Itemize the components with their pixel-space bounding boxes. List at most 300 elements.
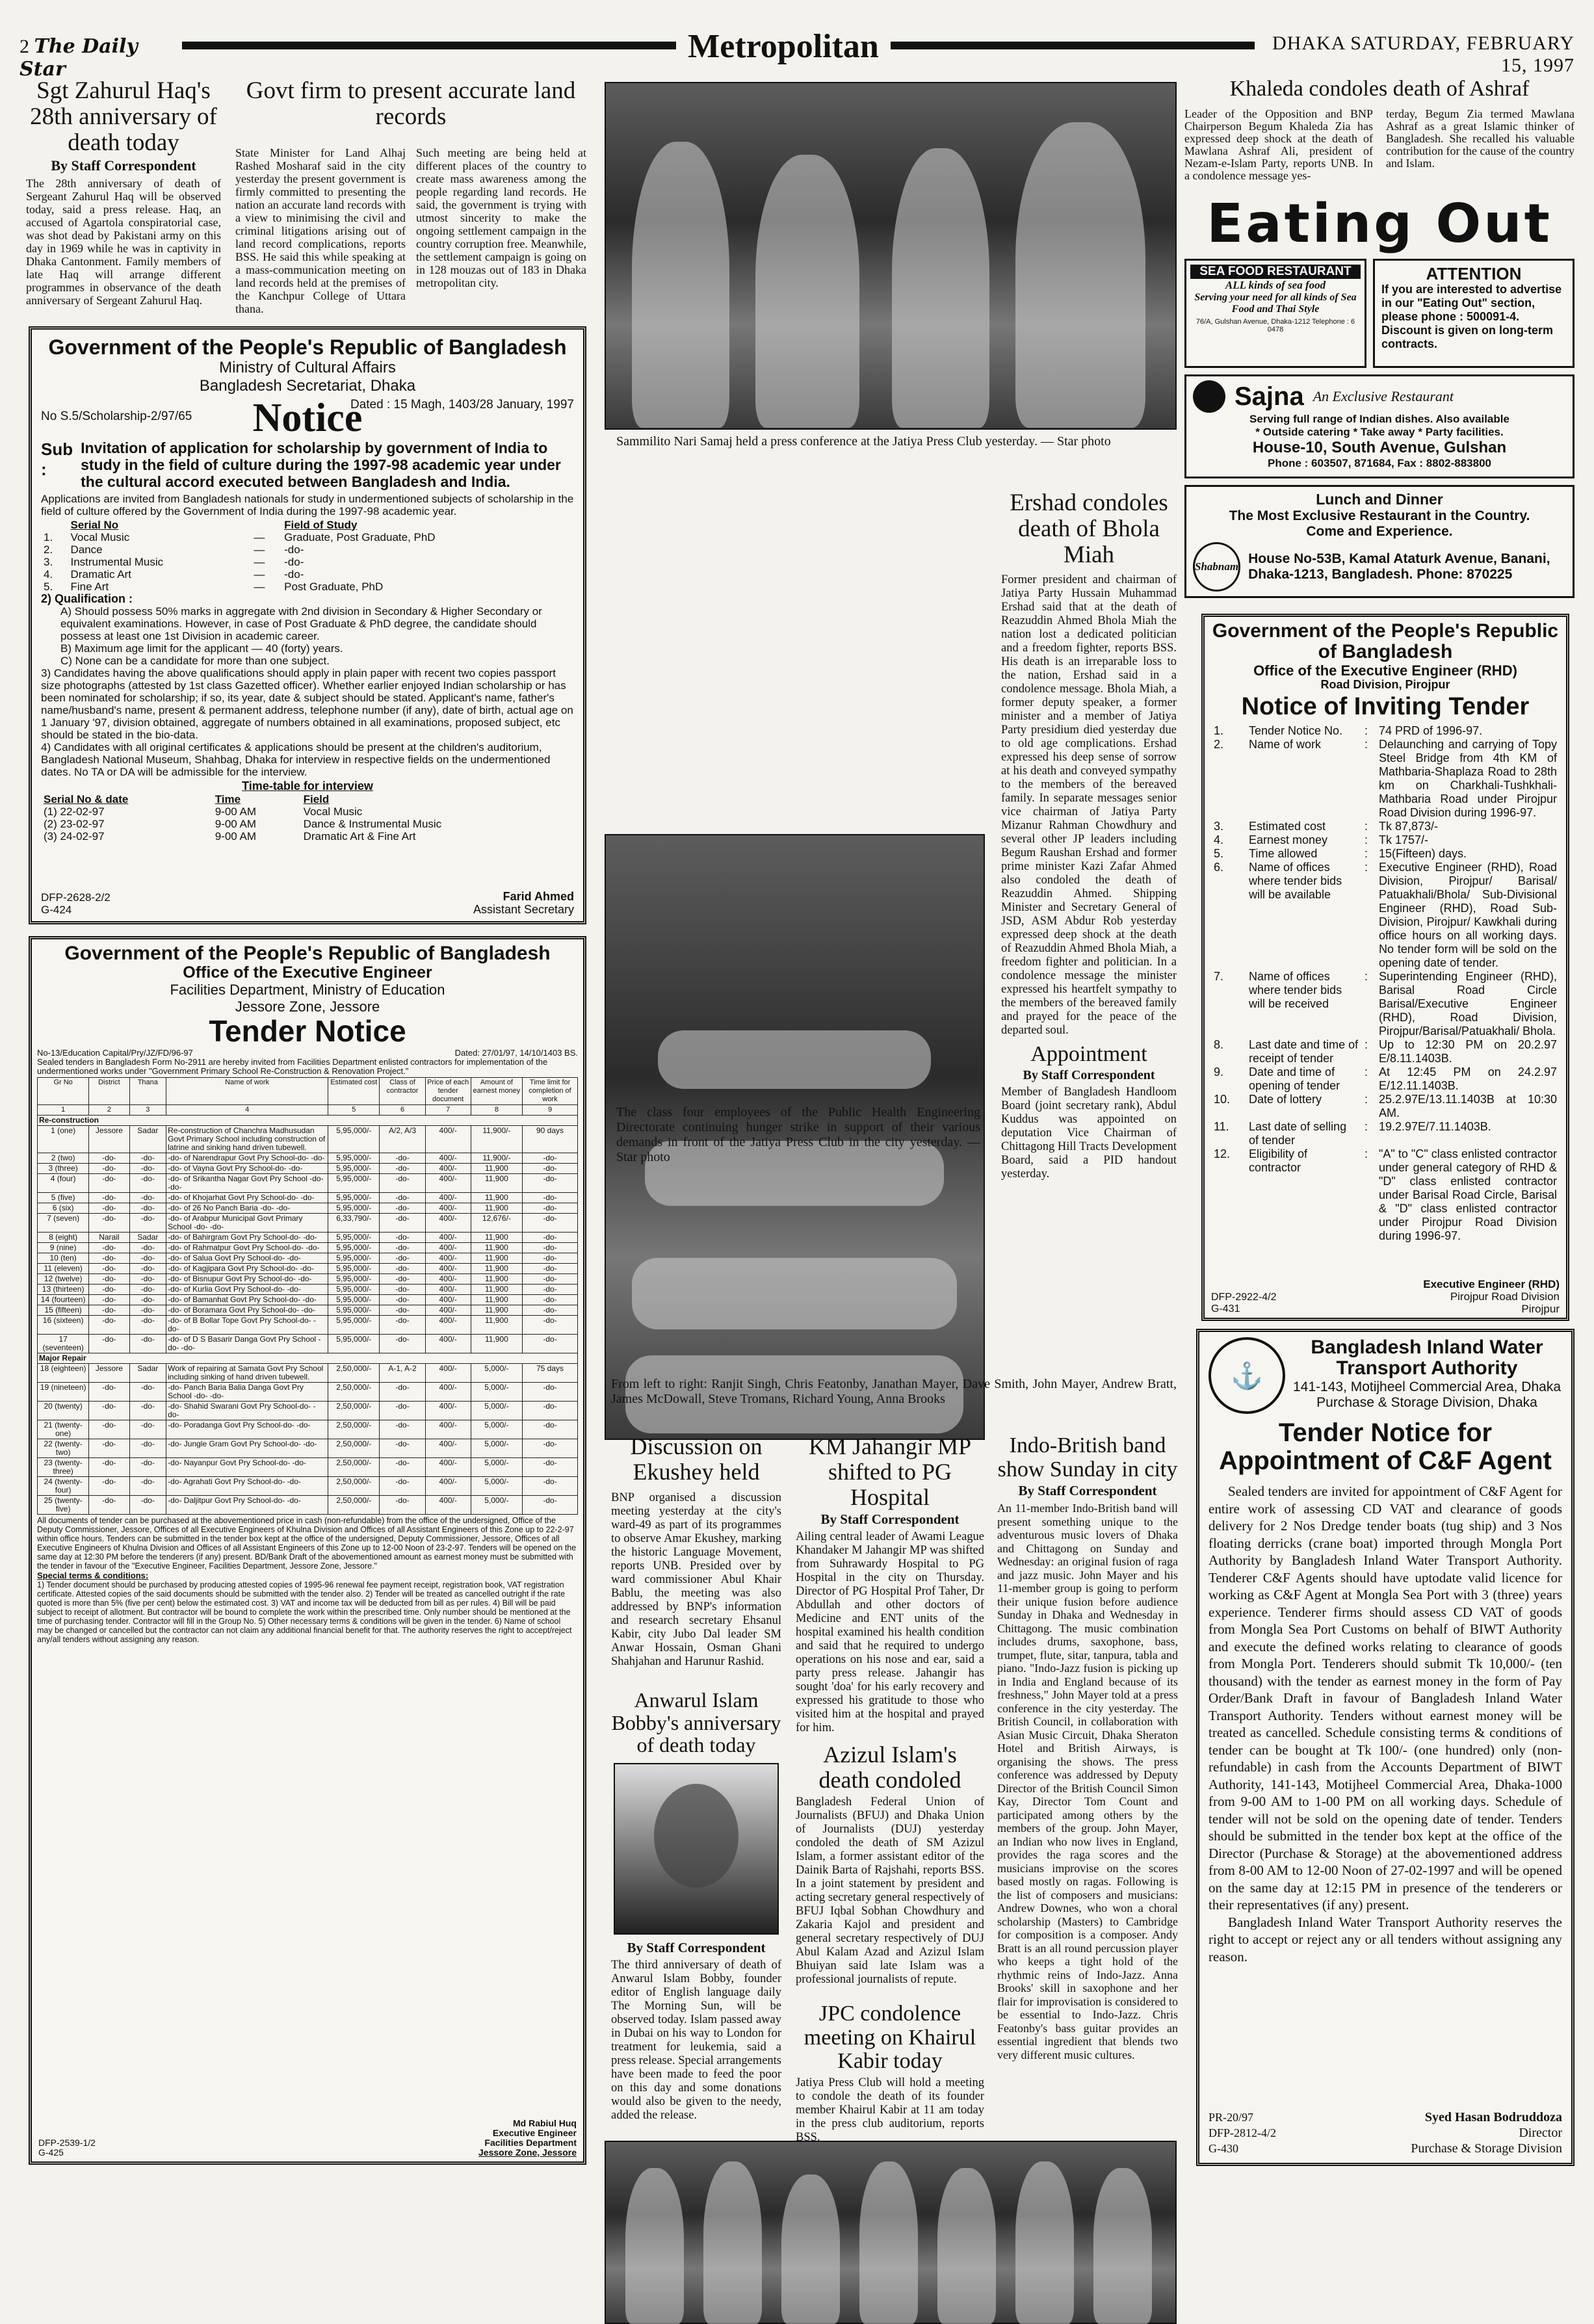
- column-number: 6: [380, 1105, 425, 1116]
- table-cell: -do-: [89, 1402, 129, 1420]
- table-cell: -do- of Srikantha Nagar Govt Pry School -do- -do-: [166, 1174, 328, 1193]
- table-cell: 5,95,000/-: [328, 1316, 380, 1335]
- rhd-cell: Tk 87,873/-: [1379, 820, 1439, 833]
- c: Fine Art: [70, 580, 109, 593]
- table-cell: -do-: [129, 1203, 166, 1214]
- table-cell: -do- of Bisnupur Govt Pry School-do- -do-: [166, 1274, 328, 1285]
- table-cell: -do- of Vayna Govt Pry School-do- -do-: [166, 1164, 328, 1174]
- dfp: DFP-2812-4/2: [1209, 2126, 1277, 2139]
- table-cell: -do-: [523, 1439, 578, 1458]
- table-cell: 400/-: [425, 1305, 471, 1316]
- table-cell: -do-: [380, 1458, 425, 1477]
- rhd-cell: 5.: [1214, 847, 1224, 860]
- table-cell: 2,50,000/-: [328, 1420, 380, 1439]
- ad-sajna: [1184, 374, 1574, 478]
- dfp: DFP-2539-1/2: [38, 2137, 96, 2148]
- article-body: Bangladesh Federal Union of Journalists (BFUJ) and Dhaka Union of Journalists (DUJ) yesterday condoled the death of SM Azizul Islam, a former assistant editor of the Dainik Barta of Rajshahi, reports BSS. In a joint statement by president and acting secretary general respectively of BFUJ Iqbal Sobhan Chowdhury and Zakaria Kajol and president and general secretary respectively of DUJ Abul Kalam Azad and Azizul Islam Bhuiyan said late Islam was a professional journalists of repute.: [796, 1795, 984, 1986]
- table-cell: -do-: [523, 1458, 578, 1477]
- table-cell: 1 (one): [38, 1126, 89, 1153]
- table-cell: -do-: [129, 1164, 166, 1174]
- rhd-cell: :: [1365, 833, 1368, 846]
- rhd-cell: 6.: [1214, 861, 1224, 874]
- table-cell: Sadar: [129, 1233, 166, 1243]
- table-cell: 11,900/-: [471, 1153, 522, 1164]
- table-cell: -do-: [380, 1295, 425, 1305]
- article-body: Member of Bangladesh Handloom Board (joint secretary rank), Abdul Kuddus was appointed on deputation Vice Chairman of Chittagong Hill Tracts Development Board, said a PID handout yesterday.: [1001, 1085, 1177, 1181]
- table-row: [38, 1174, 578, 1193]
- th-field: Field of Study: [284, 518, 358, 531]
- header-rule-left: [182, 42, 676, 49]
- table-cell: -do-: [523, 1264, 578, 1274]
- section-row: [38, 1353, 578, 1364]
- ad-body2: Bangladesh Inland Water Transport Authority reserves the right to accept or reject any or all tenders without assigning any reason.: [1209, 1914, 1562, 1965]
- table-cell: -do- of D S Basarir Danga Govt Pry School -do- -do-: [166, 1335, 328, 1353]
- ad-ministry: Ministry of Cultural Affairs: [219, 358, 396, 376]
- rhd-cell: 2.: [1214, 738, 1224, 751]
- column-header: Gr No: [38, 1078, 89, 1105]
- rhd-row: [1211, 970, 1560, 1038]
- table-cell: -do-: [380, 1153, 425, 1164]
- table-cell: -do-: [380, 1335, 425, 1353]
- table-cell: 2,50,000/-: [328, 1458, 380, 1477]
- sajna-logo-icon: [1193, 380, 1225, 413]
- article-azizul: [796, 1742, 984, 2002]
- ad-tt-title: Time-table for interview: [242, 779, 373, 792]
- article-body: Ailing central leader of Awami League Khandaker M Jahangir MP was shifted from Suhrawardy Hospital to PG Hospital in the city on Thursday. Director of PG Hospital Prof Taher, Dr Abdullah and other doctors of Medicine and ENT units of the hospital examined his health condition and said that he required to undergo operations on his nose and ear, said a party press release. Jahangir has sought 'doa' for his early recovery and expressed his gratitude to those who visited him at the hospital and prayed for him.: [796, 1530, 984, 1734]
- table-row: [38, 1253, 578, 1264]
- table-cell: -do-: [523, 1233, 578, 1243]
- rhd-row: [1211, 738, 1560, 820]
- table-cell: -do-: [129, 1295, 166, 1305]
- ad-timetable: [41, 793, 574, 842]
- table-cell: -do-: [129, 1305, 166, 1316]
- dfp: DFP-2922-4/2: [1211, 1292, 1277, 1303]
- sub-text: Invitation of application for scholarship by government of India to study in the field of culture during the 1997-98 academic year under the cultural accord executed between Bangladesh and India.: [81, 439, 561, 490]
- article-body: Jatiya Press Club will hold a meeting to condole the death of its founder member Khairul Kabir at 11 am today in the press club auditorium, reports BSS.: [796, 2076, 984, 2145]
- table-cell: 400/-: [425, 1274, 471, 1285]
- table-cell: -do-: [89, 1295, 129, 1305]
- table-cell: 11,900: [471, 1264, 522, 1274]
- photo-band: [605, 2141, 1177, 2324]
- c: —: [254, 543, 265, 556]
- headline: Anwarul Islam Bobby's anniversary of death today: [611, 1688, 781, 1757]
- table-cell: -do-: [523, 1153, 578, 1164]
- table-cell: -do-: [523, 1214, 578, 1233]
- table-cell: 11,900: [471, 1233, 522, 1243]
- th: Time: [215, 792, 241, 805]
- header-paper: 2 The Daily Star: [20, 35, 138, 81]
- table-cell: -do-: [89, 1496, 129, 1515]
- c: 5.: [44, 580, 53, 593]
- photo-caption-1: Sammilito Nari Samaj held a press conference at the Jatiya Press Club yesterday. — Star photo: [616, 434, 1111, 449]
- table-cell: -do-: [380, 1214, 425, 1233]
- photo-caption-2: The class four employees of the Public Health Engineering Directorate continuing hunger strike in support of their various demands in front of the Jatiya Press Club in the city yesterday. — Star photo: [616, 1105, 980, 1164]
- table-cell: 12 (twelve): [38, 1274, 89, 1285]
- ad-gov: Government of the People's Republic of Bangladesh: [64, 943, 551, 964]
- rhd-cell: Eligibility of contractor: [1249, 1147, 1308, 1174]
- table-cell: 5,95,000/-: [328, 1243, 380, 1253]
- section-label: Re-construction: [38, 1116, 578, 1126]
- c: (3) 24-02-97: [44, 829, 105, 842]
- column-header: Price of each tender document: [425, 1078, 471, 1105]
- article-body: An 11-member Indo-British band will present something unique to the adventurous music lovers of Dhaka and Chittagong on Sunday and Wednesday: an original fusion of raga and jazz music. John Mayer and his 11-member group is going to perform their unique fusion before audience Sunday in Dhaka and Wednesday in Chittagong. The music combination includes drums, saxophone, bass, trumpet, flute, sitar, tanpura, tabla and piano. "Indo-Jazz fusion is picking up in India and England because of its freshness," John Mayer told at a press conference in the city yesterday. The British Council, in collaboration with Asian Music Circuit, Dhaka Sheraton Hotel and British Airways, is organising the shows. The press conference was addressed by Deputy Director of the British Council Simon Kay, Director Tom Count and participated among others by the members of the group. John Mayer, an Indian who now lives in England, provides the raga scores and the musicians improvise on the scores based mostly on ragas. Following is the list of composers and musicians: Andrew Downes, who won a choral scholarship (Masters) to Cambridge for composition is a composer. Andy Bratt is an all round percussion player who keeps a tight hold of the rhythmic reins of Indo-Jazz. Anna Brooks' skill in saxophone and her flair for improvisation is considered to be essential to Indo-Jazz. Chris Featonby's bass guitar provides an essential ingredient that blends two very different music cultures.: [997, 1502, 1178, 2061]
- rhd-cell: 25.2.97E/13.11.1403B at 10:30 AM.: [1379, 1093, 1557, 1119]
- sajna-tag: An Exclusive Restaurant: [1313, 388, 1454, 404]
- table-cell: 8 (eight): [38, 1233, 89, 1243]
- rhd-row: [1211, 1147, 1560, 1243]
- column-header: Class of contractor: [380, 1078, 425, 1105]
- table-cell: Work of repairing at Samata Govt Pry School including sinking of hand driven tubewell.: [166, 1364, 328, 1383]
- field-row: [41, 543, 574, 556]
- sh-l3: Come and Experience.: [1306, 524, 1453, 539]
- sf-name: SEA FOOD RESTAURANT: [1190, 265, 1361, 279]
- table-cell: -do-: [89, 1164, 129, 1174]
- article-jpc: [796, 2002, 984, 2165]
- table-cell: -do- of Khojarhat Govt Pry School-do- -do-: [166, 1193, 328, 1203]
- c: Dance: [70, 543, 103, 556]
- table-cell: -do-: [129, 1383, 166, 1402]
- table-cell: -do-: [523, 1383, 578, 1402]
- c: 9-00 AM: [215, 829, 257, 842]
- c: 9-00 AM: [215, 805, 257, 818]
- ad-zone: Jessore Zone, Jessore: [235, 999, 380, 1015]
- table-cell: 400/-: [425, 1316, 471, 1335]
- table-cell: 11,900: [471, 1285, 522, 1295]
- table-cell: -do-: [523, 1402, 578, 1420]
- sf-addr: 76/A, Gulshan Avenue, Dhaka-1212 Telephone : 6 0478: [1196, 318, 1355, 333]
- rhd-cell: 15(Fifteen) days.: [1379, 847, 1467, 860]
- rhd-cell: Tender Notice No.: [1249, 724, 1343, 737]
- table-row: [38, 1203, 578, 1214]
- table-cell: 400/-: [425, 1383, 471, 1402]
- column-number: 1: [38, 1105, 89, 1116]
- table-cell: -do- of Bamanhat Govt Pry School-do- -do-: [166, 1295, 328, 1305]
- table-cell: 10 (ten): [38, 1253, 89, 1264]
- pr: PR-20/97: [1209, 2111, 1254, 2124]
- table-cell: Jessore: [89, 1364, 129, 1383]
- table-cell: -do-: [89, 1305, 129, 1316]
- article-zahurul: [26, 78, 221, 319]
- c: 1.: [44, 530, 53, 543]
- table-cell: -do-: [129, 1193, 166, 1203]
- tt-row: [41, 818, 574, 830]
- biwta-head: [1209, 1337, 1562, 1414]
- table-cell: 5,000/-: [471, 1364, 522, 1383]
- column-header: Name of work: [166, 1078, 328, 1105]
- signer-t1: Director: [1519, 2126, 1562, 2140]
- signer-t2: Pirojpur Road Division: [1450, 1290, 1560, 1303]
- table-cell: -do-: [89, 1193, 129, 1203]
- headline: Indo-British band show Sunday in city: [997, 1433, 1178, 1482]
- rhd-cell: :: [1365, 970, 1368, 983]
- table-cell: 2 (two): [38, 1153, 89, 1164]
- sajna-head: [1193, 380, 1566, 413]
- c: —: [254, 530, 265, 543]
- table-cell: 400/-: [425, 1285, 471, 1295]
- table-cell: 400/-: [425, 1214, 471, 1233]
- table-cell: 17 (seventeen): [38, 1335, 89, 1353]
- g: G-430: [1209, 2142, 1238, 2155]
- tender-table: [37, 1077, 578, 1515]
- table-cell: 5,95,000/-: [328, 1174, 380, 1193]
- column-header: Amount of earnest money: [471, 1078, 522, 1105]
- table-cell: 5,95,000/-: [328, 1285, 380, 1295]
- page-header: [20, 28, 1574, 81]
- table-row: [38, 1243, 578, 1253]
- table-row: [38, 1402, 578, 1420]
- th-serial: Serial No: [70, 518, 119, 531]
- att-body: If you are interested to advertise in our "Eating Out" section, please phone : 500091-4. Discount is given on long-term contracts.: [1381, 283, 1562, 351]
- headline: Azizul Islam's death condoled: [818, 1742, 961, 1793]
- ad-signer: [478, 2119, 577, 2158]
- table-row: [38, 1164, 578, 1174]
- table-cell: -do-: [380, 1253, 425, 1264]
- ad-dfp: [1209, 2109, 1276, 2156]
- table-row: [38, 1335, 578, 1353]
- table-cell: 5,95,000/-: [328, 1126, 380, 1153]
- dfp: DFP-2628-2/2: [41, 891, 111, 904]
- table-cell: 400/-: [425, 1243, 471, 1253]
- table-cell: -do-: [129, 1174, 166, 1193]
- table-cell: 2,50,000/-: [328, 1364, 380, 1383]
- shabnam-logo: Shabnam: [1193, 542, 1240, 592]
- table-cell: 25 (twenty-five): [38, 1496, 89, 1515]
- table-cell: -do-: [380, 1383, 425, 1402]
- table-cell: -do- of Kurlia Govt Pry School-do- -do-: [166, 1285, 328, 1295]
- article-kmj: [796, 1433, 984, 1734]
- ad-dated: Dated : 15 Magh, 1403/28 January, 1997: [350, 397, 574, 411]
- table-cell: 11,900: [471, 1335, 522, 1353]
- g: G-431: [1211, 1303, 1240, 1314]
- ad-qual-label: 2) Qualification :: [41, 592, 133, 605]
- article-khaleda: [1184, 77, 1574, 186]
- table-cell: Narail: [89, 1233, 129, 1243]
- th: Field: [303, 792, 330, 805]
- rhd-row: [1211, 847, 1560, 861]
- table-cell: -do-: [523, 1496, 578, 1515]
- rhd-cell: :: [1365, 724, 1368, 737]
- table-row: [38, 1274, 578, 1285]
- table-cell: -do-: [380, 1243, 425, 1253]
- table-cell: -do-: [129, 1253, 166, 1264]
- ad-office: Office of the Executive Engineer (RHD): [1253, 662, 1517, 679]
- c: 3.: [44, 555, 53, 568]
- table-cell: -do-: [89, 1274, 129, 1285]
- sajna-l3: House-10, South Avenue, Gulshan: [1252, 439, 1507, 456]
- rhd-cell: Date of lottery: [1249, 1093, 1322, 1106]
- table-cell: 11,900: [471, 1243, 522, 1253]
- table-cell: -do-: [129, 1402, 166, 1420]
- table-cell: -do-: [89, 1285, 129, 1295]
- table-cell: 5,000/-: [471, 1477, 522, 1496]
- article-body: Former president and chairman of Jatiya Party Hussain Muhammad Ershad said that at the death of Reazuddin Ahmed Bhola Miah the nation lost a dedicated politician and a freedom fighter, reports BSS. His death is an irreparable loss to the nation, Ershad said in a condolence message. Bhola Miah, a former deputy speaker, a former minister and a member of Jatiya Party presidium died yesterday due to old age complications. Ershad expressed his deep sense of sorrow at his death and conveyed sympathy to the members of the bereaved family. In separate messages senior vice chairman of Jatiya Party Mizanur Rahman Chowdhury and several other JP leaders including Begum Raushan Ershad and former prime minister Kazi Zafar Ahmed also condoled the death of Reazuddin Ahmed. Shipping Minister and Secretary General of JSD, ASM Abdur Rob yesterday expressed deep shock at the death of Reazuddin Ahmed Bhola Miah, a freedom fighter and politician. In a condolence message the minister expressed his heartfelt sympathy to the members of the bereaved family and prayed for the peace of the departed soul.: [1001, 573, 1177, 1037]
- table-cell: -do-: [89, 1264, 129, 1274]
- table-cell: -do- Agrahati Govt Pry School-do- -do-: [166, 1477, 328, 1496]
- rhd-cell: Name of offices where tender bids will be received: [1249, 970, 1342, 1010]
- table-cell: 5,95,000/-: [328, 1305, 380, 1316]
- table-cell: -do-: [380, 1439, 425, 1458]
- table-cell: -do- of Bahirgram Govt Pry School-do- -do-: [166, 1233, 328, 1243]
- table-cell: 2,50,000/-: [328, 1477, 380, 1496]
- rhd-cell: :: [1365, 738, 1368, 751]
- table-cell: -do-: [380, 1233, 425, 1243]
- table-row: [38, 1458, 578, 1477]
- ad-intro: Sealed tenders in Bangladesh Form No-2911 are hereby invited from Facilities Department enlisted contractors for implementation of the undermentioned works under "Government Primary School Re-Construction & Renovation Project.": [37, 1057, 548, 1077]
- ad-dfp: [41, 891, 111, 916]
- rhd-cell: 10.: [1214, 1093, 1231, 1106]
- signer: Farid Ahmed: [503, 890, 574, 903]
- ad-dfp: [38, 2138, 96, 2158]
- c: Vocal Music: [70, 530, 130, 543]
- table-cell: -do-: [129, 1285, 166, 1295]
- c: (1) 22-02-97: [44, 805, 105, 818]
- table-cell: 11,900: [471, 1174, 522, 1193]
- table-cell: -do-: [129, 1496, 166, 1515]
- table-cell: -do-: [523, 1243, 578, 1253]
- table-cell: 400/-: [425, 1233, 471, 1243]
- table-cell: -do- of Salua Govt Pry School-do- -do-: [166, 1253, 328, 1264]
- table-cell: 400/-: [425, 1420, 471, 1439]
- table-cell: 5,95,000/-: [328, 1253, 380, 1264]
- rhd-cell: 9.: [1214, 1065, 1224, 1078]
- c: Dance & Instrumental Music: [303, 817, 442, 830]
- table-cell: 400/-: [425, 1174, 471, 1193]
- rhd-cell: Time allowed: [1249, 847, 1318, 860]
- column-number: 7: [425, 1105, 471, 1116]
- article-body: The 28th anniversary of death of Sergeant Zahurul Haq will be observed today, said a press release. Haq, an accused of Agartola conspiratorial case, was shot dead by Pakistani army on this day in 1969 while he was in captivity in Dhaka Cantonment. Family members of late Haq will arrange different programmes in observance of the death anniversary of Sergeant Zahurul Haq.: [26, 176, 221, 307]
- rhd-cell: Name of work: [1249, 738, 1322, 751]
- table-cell: -do- Poradanga Govt Pry School-do- -do-: [166, 1420, 328, 1439]
- tt-row: [41, 830, 574, 842]
- table-cell: 400/-: [425, 1126, 471, 1153]
- rhd-cell: Delaunching and carrying of Topy Steel Bridge from 4th KM of Mathbaria-Shaplaza Road to 28th km on Charkhali-Tushkhali-Mathbaria Road under Pirojpur Road Division during 1996-97.: [1379, 738, 1557, 819]
- rhd-cell: :: [1365, 847, 1368, 860]
- table-cell: 4 (four): [38, 1174, 89, 1193]
- rhd-cell: Up to 12:30 PM on 20.2.97 E/8.11.1403B.: [1379, 1038, 1557, 1065]
- table-cell: -do-: [380, 1402, 425, 1420]
- table-cell: 400/-: [425, 1164, 471, 1174]
- column-number: 2: [89, 1105, 129, 1116]
- table-row: [38, 1364, 578, 1383]
- table-cell: 400/-: [425, 1458, 471, 1477]
- table-cell: 5,000/-: [471, 1439, 522, 1458]
- tender-number-row: [38, 1105, 578, 1116]
- table-cell: -do- of Boramara Govt Pry School-do- -do-: [166, 1305, 328, 1316]
- table-row: [38, 1439, 578, 1458]
- tender-body: [38, 1116, 578, 1515]
- rhd-row: [1211, 1065, 1560, 1093]
- article-body-col1: Leader of the Opposition and BNP Chairperson Begum Khaleda Zia has expressed deep shock at the death of Mawlana Ashraf Ali, president of Nezam-e-Islam Party, reports UNB. In a condolence message yes-: [1184, 107, 1373, 182]
- photo-portrait: [614, 1763, 779, 1935]
- rhd-cell: Earnest money: [1249, 833, 1328, 846]
- table-cell: 400/-: [425, 1264, 471, 1274]
- table-cell: 21 (twenty-one): [38, 1420, 89, 1439]
- column-number: 4: [166, 1105, 328, 1116]
- table-cell: 5,000/-: [471, 1458, 522, 1477]
- ad-terms: 1) Tender document should be purchased by producing attested copies of 1995-96 renewal fee payment receipt, registration book, VAT registration certificate. Attested copies of the said documents should be submitted with the tender also. 2) Tender will be treated as cancelled outright if the rate quoted is more than 5% (five per cent) below the estimated cost. 3) VAT and income tax will be deducted from bill as per rules. 4) Bill will be paid subject to receipt of allotment. But contractor will be bound to complete the work within the prescribed time. Only number should be mentioned at the time of purchasing tender. Contractor will fill in the Group No. 5) Other necessary terms & conditions will be given in the tender. 6) Name of school may be changed or cancelled but the contractor can not claim any additional financial benefit for that. The authority reserves the right to accept/reject any/all tenders without assigning any reason.: [37, 1580, 572, 1645]
- table-cell: 14 (fourteen): [38, 1295, 89, 1305]
- table-cell: 400/-: [425, 1153, 471, 1164]
- table-cell: -do-: [380, 1203, 425, 1214]
- table-cell: -do-: [380, 1264, 425, 1274]
- table-cell: -do-: [89, 1335, 129, 1353]
- table-cell: 11,900: [471, 1305, 522, 1316]
- rhd-cell: Last date and time of receipt of tender: [1249, 1038, 1359, 1065]
- ad-dated: Dated: 27/01/97, 14/10/1403 BS.: [454, 1048, 578, 1058]
- field-row: [41, 581, 574, 593]
- g: G-424: [41, 904, 72, 916]
- table-cell: 90 days: [523, 1126, 578, 1153]
- ad-terms-title: Special terms & conditions:: [37, 1571, 149, 1581]
- table-cell: 11,900: [471, 1193, 522, 1203]
- table-cell: -do-: [89, 1203, 129, 1214]
- rhd-cell: Executive Engineer (RHD), Road Division, Pirojpur/ Barisal/ Patuakhali/Bhola/ Sub-Divisional Engineer (RHD), Road Sub-Division, Pirojpur/ Kawkhali during office hours on all working days. No tender form will be sold on the opening date of tender.: [1379, 861, 1557, 969]
- ad-fields-table: [41, 519, 574, 593]
- table-cell: -do-: [129, 1316, 166, 1335]
- headline: Ershad condoles death of Bhola Miah: [1010, 490, 1168, 568]
- table-cell: -do- of Rahmatpur Govt Pry School-do- -do-: [166, 1243, 328, 1253]
- headline: Sgt Zahurul Haq's 28th anniversary of death today: [30, 77, 217, 156]
- signer-t1: Executive Engineer (RHD): [1423, 1278, 1560, 1290]
- table-cell: 5,95,000/-: [328, 1193, 380, 1203]
- c: —: [254, 555, 265, 568]
- table-cell: 11 (eleven): [38, 1264, 89, 1274]
- rhd-cell: 3.: [1214, 820, 1224, 833]
- article-ershad: [1001, 490, 1177, 1041]
- table-cell: -do-: [89, 1420, 129, 1439]
- ad-ref: No S.5/Scholarship-2/97/65: [41, 409, 192, 423]
- table-row: [38, 1316, 578, 1335]
- article-body: The third anniversary of death of Anwarul Islam Bobby, founder editor of English language daily The Morning Sun, will be observed today. Islam passed away in Dubai on his way to London for treatment for leukemia, said a press release. Special arrangements have been made to feed the poor on this day and some donations would also be given to the needy, added the release.: [611, 1958, 781, 2122]
- table-cell: -do-: [523, 1285, 578, 1295]
- table-cell: 400/-: [425, 1364, 471, 1383]
- table-cell: -do-: [523, 1316, 578, 1335]
- table-cell: -do-: [129, 1477, 166, 1496]
- table-cell: 400/-: [425, 1496, 471, 1515]
- ad-ref-row: [41, 395, 574, 439]
- table-cell: -do-: [523, 1420, 578, 1439]
- tender-header-row: [38, 1078, 578, 1105]
- table-cell: -do-: [89, 1253, 129, 1264]
- c: —: [254, 568, 265, 581]
- biwta-dept: Purchase & Storage Division, Dhaka: [1316, 1394, 1537, 1410]
- table-cell: 24 (twenty-four): [38, 1477, 89, 1496]
- table-cell: 23 (twenty-three): [38, 1458, 89, 1477]
- table-cell: 11,900: [471, 1253, 522, 1264]
- table-cell: -do-: [523, 1335, 578, 1353]
- table-cell: 6,33,790/-: [328, 1214, 380, 1233]
- ad-ref-row: [37, 1048, 578, 1058]
- table-row: [38, 1477, 578, 1496]
- ad-body: Sealed tenders are invited for appointment of C&F Agent for entire work of assessing CD VAT and clearance of goods delivery for 2 Nos Dredge tender boats (tug ship) and 3 Nos floating derricks (crane boat) imported through Mongla Port Authority by Bangladesh Inland Water Transport Authority. Tenderer C&F Agents should have uptodate valid licence for working as C&F Agent at Mongla Sea Port with 3 (three) years experience. Tenderer firms should assess CD VAT of goods from Mongla Sea Port Customs on behalf of BIWT Authority and execute the defined works relating to clearance of goods from Mongla Port. Tenderers should submit Tk 10,000/- (ten thousand) with the tender as earnest money in the form of Pay Order/Bank Draft in favour of Bangladesh Inland Water Transport Authority. Tenders without earnest money will be treated as cancelled. Schedule consisting terms & conditions of tender can be bought at Tk 100/- (one hundred) only (non-refundable) in cash from the Accounts Department of BIWT Authority, 141-143, Motijheel Commercial Area, Dhaka-1000 from 9-00 AM to 1-00 PM on all working days. Schedule of tender will not be sold on the opening date of tender. Tenders should be submitted in the tender box kept at the office of the Director (Purchase & Storage) at the abovementioned address from 8-00 AM to 12-00 Noon of 27-02-1997 and will be opened on the same day at 12:15 PM in presence of the tenderers or their representatives (if any) present.: [1209, 1483, 1562, 1913]
- table-cell: 5,95,000/-: [328, 1295, 380, 1305]
- table-cell: 400/-: [425, 1203, 471, 1214]
- article-indo-british: [997, 1434, 1178, 2165]
- ad-biwta: [1196, 1329, 1574, 2166]
- sh-l1: Lunch and Dinner: [1316, 491, 1443, 508]
- column-number: 8: [471, 1105, 522, 1116]
- table-cell: 5,000/-: [471, 1402, 522, 1420]
- ad-ref: No-13/Education Capital/Pry/JZ/FD/96-97: [37, 1048, 193, 1058]
- table-cell: -do-: [380, 1193, 425, 1203]
- table-cell: Jessore: [89, 1126, 129, 1153]
- ad-place: Bangladesh Secretariat, Dhaka: [199, 376, 416, 395]
- table-cell: 400/-: [425, 1477, 471, 1496]
- c: -do-: [284, 543, 304, 556]
- table-cell: 5,000/-: [471, 1383, 522, 1402]
- table-cell: 11,900: [471, 1274, 522, 1285]
- table-cell: 5,95,000/-: [328, 1274, 380, 1285]
